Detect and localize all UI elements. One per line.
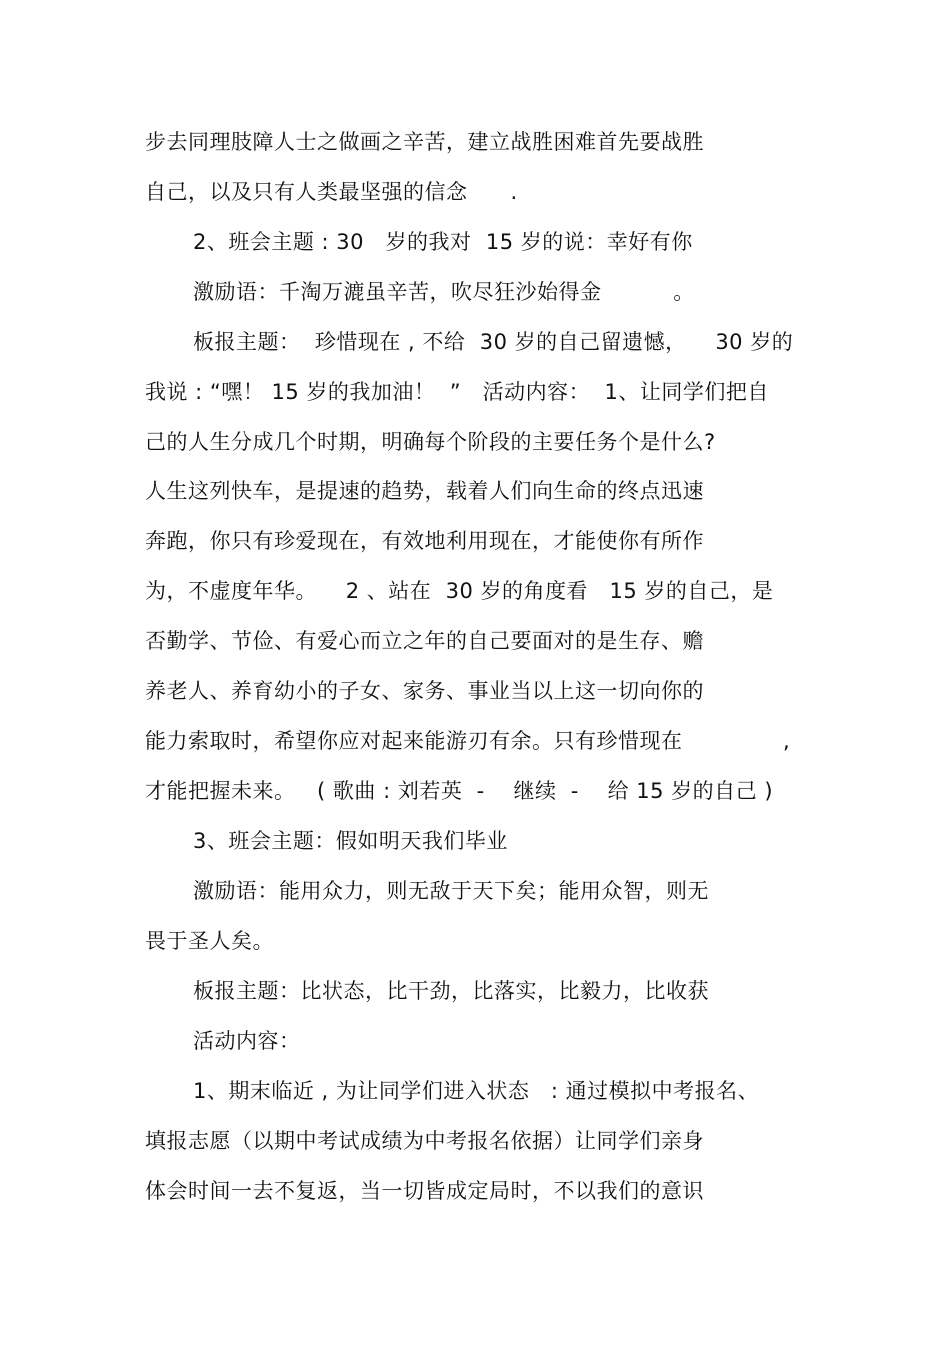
text-line-3: 2、班会主题 : 30 岁的我对 15 岁的说：幸好有你 [193,230,693,254]
text-line-13: 能力索取时，希望你应对起来能游刃有余。只有珍惜现在 , [145,729,791,753]
text-line-2: 自己，以及只有人类最坚强的信念 . [145,180,518,204]
text-line-7: 己的人生分成几个时期，明确每个阶段的主要任务个是什么? [145,430,716,454]
text-line-18: 板报主题：比状态，比干劲，比落实，比毅力，比收获 [193,979,709,1003]
text-line-9: 奔跑，你只有珍爱现在，有效地利用现在，才能使你有所作 [145,529,704,553]
text-line-10: 为，不虚度年华。 2 、站在 30 岁的角度看 15 岁的自己，是 [145,579,774,603]
text-line-4: 激励语：千淘万漉虽辛苦，吹尽狂沙始得金 。 [193,280,695,304]
text-line-6: 我说 : “嘿！ 15 岁的我加油！ ” 活动内容： 1、让同学们把自 [145,380,769,404]
text-line-20: 1、期末临近 , 为让同学们进入状态 : 通过模拟中考报名、 [193,1079,760,1103]
text-line-14: 才能把握未来。 ( 歌曲 : 刘若英 - 继续 - 给 15 岁的自己 ) [145,779,774,803]
text-line-19: 活动内容： [193,1029,301,1053]
text-line-17: 畏于圣人矣。 [145,929,274,953]
text-line-8: 人生这列快车，是提速的趋势，载着人们向生命的终点迅速 [145,479,704,503]
text-line-16: 激励语：能用众力，则无敌于天下矣；能用众智，则无 [193,879,709,903]
text-line-1: 步去同理肢障人士之做画之辛苦，建立战胜困难首先要战胜 [145,130,704,154]
text-line-11: 否勤学、节俭、有爱心而立之年的自己要面对的是生存、赡 [145,629,704,653]
text-line-12: 养老人、养育幼小的子女、家务、事业当以上这一切向你的 [145,679,704,703]
text-line-22: 体会时间一去不复返，当一切皆成定局时，不以我们的意识 [145,1179,704,1203]
text-line-21: 填报志愿（以期中考试成绩为中考报名依据）让同学们亲身 [145,1129,704,1153]
text-line-5: 板报主题： 珍惜现在 , 不给 30 岁的自己留遗憾， 30 岁的 [193,330,794,354]
text-line-15: 3、班会主题：假如明天我们毕业 [193,829,508,853]
